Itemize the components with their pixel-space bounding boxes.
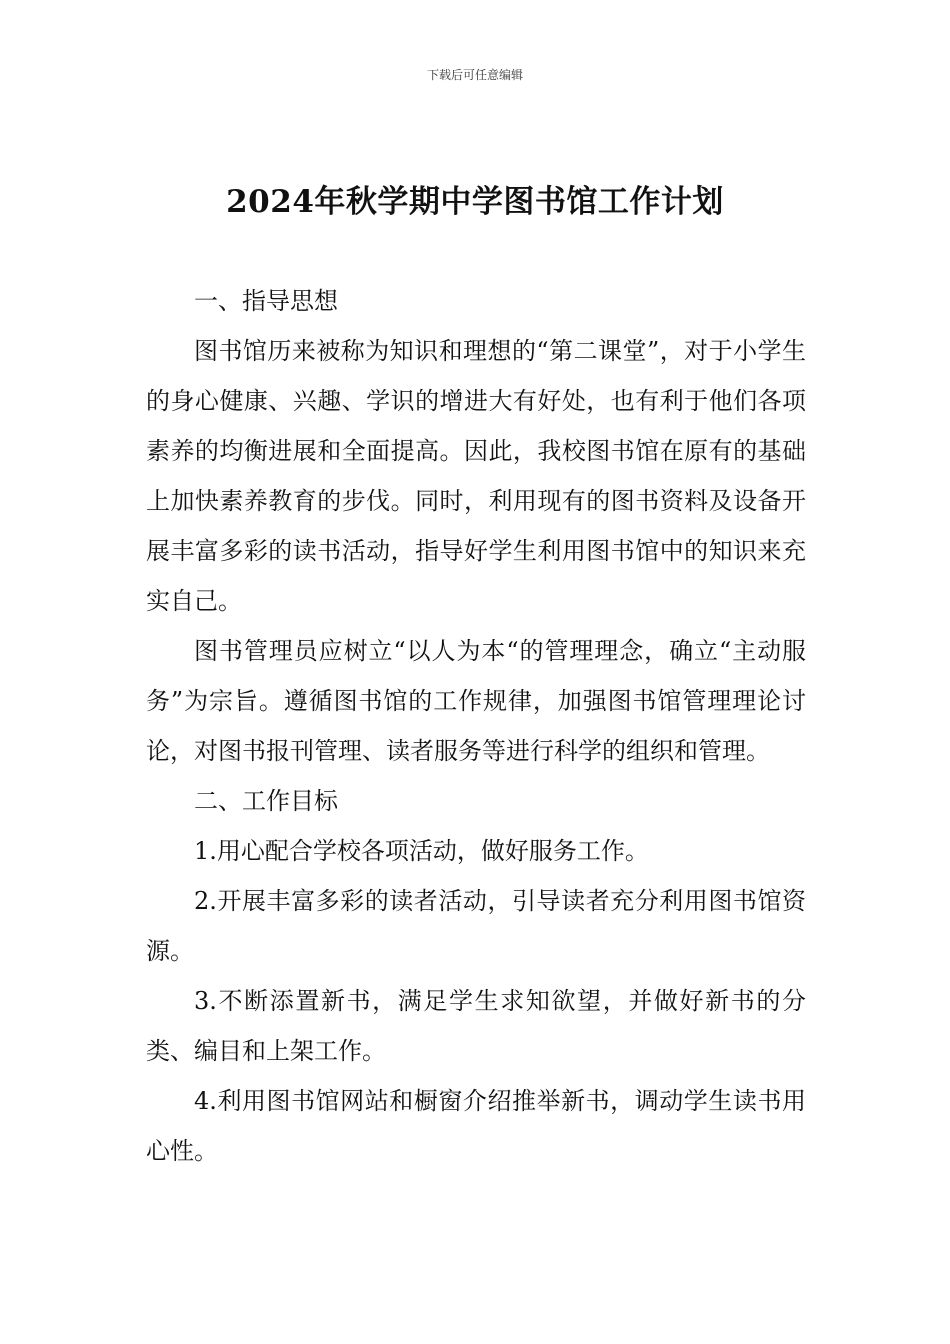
document-body bbox=[146, 276, 806, 1176]
goal-item: 2.开展丰富多彩的读者活动，引导读者充分利用图书馆资源。 bbox=[146, 887, 806, 965]
goal-item: 3.不断添置新书，满足学生求知欲望，并做好新书的分类、编目和上架工作。 bbox=[146, 987, 806, 1065]
header-note: 下载后可任意编辑 bbox=[426, 68, 523, 82]
document-title: 2024年秋学期中学图书馆工作计划 bbox=[226, 184, 724, 220]
section-heading-guiding-thought: 一、指导思想 bbox=[194, 287, 338, 315]
section-heading-work-goals: 二、工作目标 bbox=[194, 787, 338, 815]
body-paragraph: 图书馆历来被称为知识和理想的“第二课堂”，对于小学生的身心健康、兴趣、学识的增进大有好处，也有利于他们各项素养的均衡进展和全面提高。因此，我校图书馆在原有的基础上加快素养教育的步伐。同时，利用现有的图书资料及设备开展丰富多彩的读书活动，指导好学生利用图书馆中的知识来充实自己。 bbox=[146, 337, 806, 615]
goal-item: 4.利用图书馆网站和橱窗介绍推举新书，调动学生读书用心性。 bbox=[146, 1087, 806, 1165]
body-paragraph: 图书管理员应树立“以人为本“的管理理念，确立“主动服务”为宗旨。遵循图书馆的工作规律，加强图书馆管理理论讨论，对图书报刊管理、读者服务等进行科学的组织和管理。 bbox=[146, 637, 806, 765]
goal-item: 1.用心配合学校各项活动，做好服务工作。 bbox=[194, 837, 649, 865]
